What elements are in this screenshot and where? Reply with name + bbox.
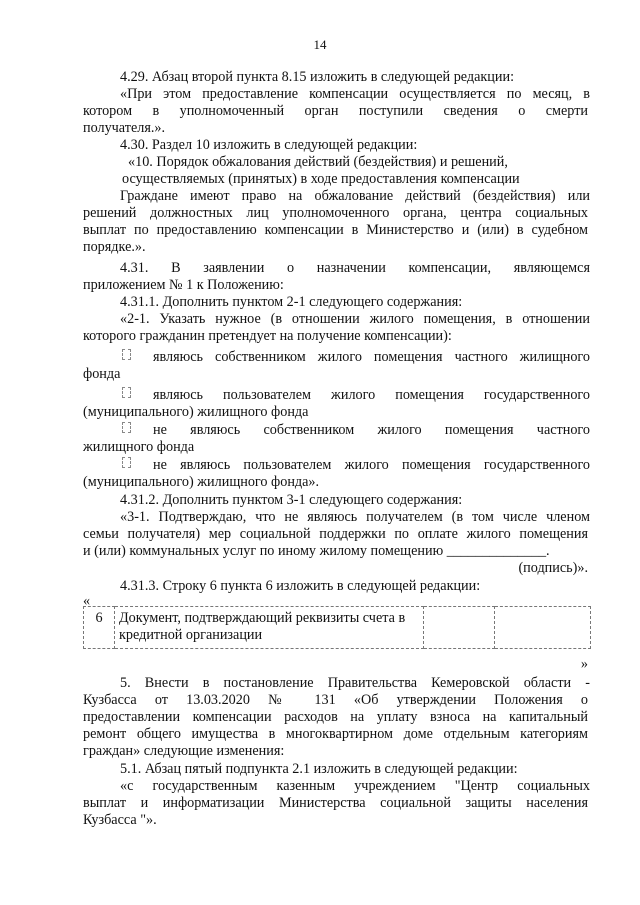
table-cell-number: 6 bbox=[84, 607, 115, 649]
section-heading: «10. Порядок обжалования действий (бездействия) и решений, bbox=[128, 154, 508, 170]
quote-close: » bbox=[580, 656, 588, 672]
table-cell-empty bbox=[424, 607, 495, 649]
checkbox-label: являюсь пользователем жилого помещения государственного bbox=[153, 387, 590, 403]
table-cell-text: Документ, подтверждающий реквизиты счета в кредитной организации bbox=[115, 607, 424, 649]
table-cell-empty bbox=[495, 607, 591, 649]
checkbox-icon[interactable] bbox=[122, 387, 131, 398]
checkbox-icon[interactable] bbox=[122, 349, 131, 360]
text-line: котором в уполномоченный орган поступили сведения о смерти bbox=[83, 103, 588, 119]
text-line: «3-1. Подтверждаю, что не являюсь получателем (в том числе членом bbox=[120, 509, 590, 525]
text-line: Граждане имеют право на обжалование действий (бездействия) или bbox=[120, 188, 590, 204]
text-line: выплат по предоставлению компенсации в Министерство и (или) в судебном bbox=[83, 222, 588, 238]
checkbox-icon[interactable] bbox=[122, 422, 131, 433]
text-line: 4.31.2. Дополнить пунктом 3-1 следующего содержания: bbox=[120, 492, 463, 508]
text-line: 4.31.1. Дополнить пунктом 2-1 следующего содержания: bbox=[120, 294, 463, 310]
section-heading: осуществляемых (принятых) в ходе предоставления компенсации bbox=[122, 171, 520, 187]
text-line: (муниципального) жилищного фонда». bbox=[83, 474, 320, 490]
checkbox-option bbox=[122, 387, 590, 404]
text-line: жилищного фонда bbox=[83, 439, 195, 455]
text-line: 5.1. Абзац пятый подпункта 2.1 изложить в следующей редакции: bbox=[120, 761, 518, 777]
text-line: которого гражданин претендует на получение компенсации): bbox=[83, 328, 452, 344]
checkbox-option bbox=[122, 422, 590, 439]
text-line: 4.30. Раздел 10 изложить в следующей редакции: bbox=[120, 137, 418, 153]
text-line: «При этом предоставление компенсации осуществляется по месяц, в bbox=[120, 86, 590, 102]
checkbox-option bbox=[122, 349, 590, 366]
text-line: 4.31.3. Строку 6 пункта 6 изложить в следующей редакции: bbox=[120, 578, 481, 594]
signature-caption: (подпись)». bbox=[518, 560, 588, 576]
text-line: 5. Внести в постановление Правительства Кемеровской области - bbox=[120, 675, 590, 691]
text-line: «2-1. Указать нужное (в отношении жилого помещения, в отношении bbox=[120, 311, 590, 327]
text-line: решений должностных лиц уполномоченного органа, центра социальных bbox=[83, 205, 588, 221]
checkbox-label: не являюсь пользователем жилого помещения государственного bbox=[153, 457, 590, 473]
text-line: граждан» следующие изменения: bbox=[83, 743, 285, 759]
text-line: получателя.». bbox=[83, 120, 166, 136]
checkbox-option bbox=[122, 457, 590, 474]
text-line: Кузбасса "». bbox=[83, 812, 157, 828]
checkbox-icon[interactable] bbox=[122, 457, 131, 468]
page-number: 14 bbox=[313, 37, 327, 52]
text-line: порядке.». bbox=[83, 239, 146, 255]
text-line: и (или) коммунальных услуг по иному жилому помещению ______________. bbox=[83, 543, 550, 559]
replacement-table bbox=[83, 606, 591, 649]
text-line: ремонт общего имущества в многоквартирном доме отдельным категориям bbox=[83, 726, 588, 742]
text-line: предоставлении компенсации расходов на уплату взноса на капитальный bbox=[83, 709, 588, 725]
text-line: 4.29. Абзац второй пункта 8.15 изложить в следующей редакции: bbox=[120, 69, 515, 85]
text-line: приложением № 1 к Положению: bbox=[83, 277, 284, 293]
checkbox-label: являюсь собственником жилого помещения частного жилищного bbox=[153, 349, 590, 365]
text-line: выплат и информатизации Министерства социальной защиты населения bbox=[83, 795, 588, 811]
text-line: фонда bbox=[83, 366, 121, 382]
quote-open: « bbox=[83, 593, 91, 609]
text-line: семьи получателя) мер социальной поддержки по оплате жилого помещения bbox=[83, 526, 588, 542]
text-line: «с государственным казенным учреждением "Центр социальных bbox=[120, 778, 590, 794]
checkbox-label: не являюсь собственником жилого помещения частного bbox=[153, 422, 590, 438]
table-row bbox=[84, 607, 591, 649]
text-line: 4.31. В заявлении о назначении компенсации, являющемся bbox=[120, 260, 590, 276]
text-line: Кузбасса от 13.03.2020 № 131 «Об утверждении Положения о bbox=[83, 692, 588, 708]
text-line: (муниципального) жилищного фонда bbox=[83, 404, 309, 420]
